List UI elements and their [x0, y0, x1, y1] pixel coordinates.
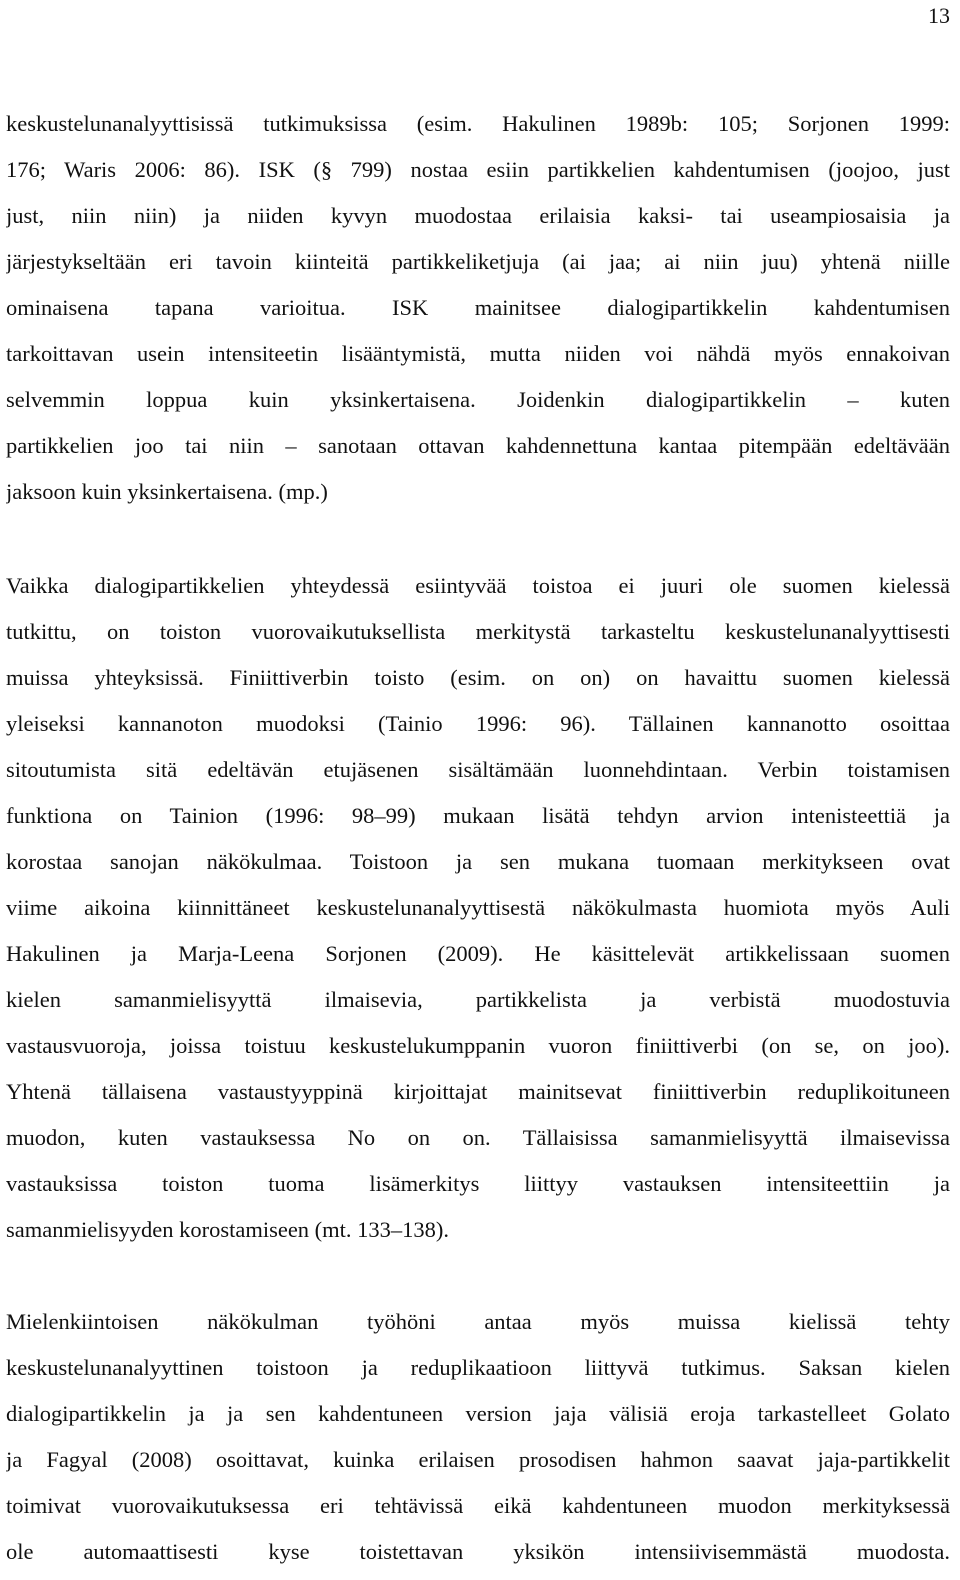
text-line: keskustelunanalyyttinen toistoon ja reduplikaatioon liittyvä tutkimus. Saksan kielen	[6, 1355, 950, 1380]
text-line: vastauksissa toiston tuoma lisämerkitys liittyy vastauksen intensiteettiin ja	[6, 1171, 950, 1196]
text-line: järjestykseltään eri tavoin kiinteitä partikkeliketjuja (ai jaa; ai niin juu) yhtenä niille	[6, 249, 950, 274]
text-line: tutkittu, on toiston vuorovaikutuksellista merkitystä tarkasteltu keskustelunanalyyttisesti	[6, 619, 950, 644]
text-line: samanmielisyyden korostamiseen (mt. 133–138).	[6, 1217, 450, 1242]
text-line: viime aikoina kiinnittäneet keskustelunanalyyttisestä näkökulmasta huomiota myös Auli	[6, 895, 950, 920]
text-line: toimivat vuorovaikutuksessa eri tehtävissä eikä kahdentuneen muodon merkityksessä	[6, 1493, 950, 1518]
text-line: muodon, kuten vastauksessa No on on. Tällaisissa samanmielisyyttä ilmaisevissa	[6, 1125, 950, 1150]
text-line: tarkoittavan usein intensiteetin lisääntymistä, mutta niiden voi nähdä myös ennakoivan	[6, 341, 950, 366]
text-line: dialogipartikkelin ja ja sen kahdentuneen version jaja välisiä eroja tarkastelleet Golato	[6, 1401, 950, 1426]
text-line: Vaikka dialogipartikkelien yhteydessä esiintyvää toistoa ei juuri ole suomen kielessä	[6, 573, 950, 598]
paragraph-3	[6, 1299, 950, 1575]
text-line: Mielenkiintoisen näkökulman työhöni antaa myös muissa kielissä tehty	[6, 1309, 950, 1334]
paragraph-2	[6, 563, 950, 1253]
text-line: Hakulinen ja Marja-Leena Sorjonen (2009). He käsittelevät artikkelissaan suomen	[6, 941, 950, 966]
text-line: yleiseksi kannanoton muodoksi (Tainio 1996: 96). Tällainen kannanotto osoittaa	[6, 711, 950, 736]
text-line: jaksoon kuin yksinkertaisena. (mp.)	[6, 479, 328, 504]
text-line: korostaa sanojan näkökulmaa. Toistoon ja sen mukana tuomaan merkitykseen ovat	[6, 849, 950, 874]
text-line: 176; Waris 2006: 86). ISK (§ 799) nostaa esiin partikkelien kahdentumisen (joojoo, just	[6, 157, 950, 182]
text-line: ja Fagyal (2008) osoittavat, kuinka erilaisen prosodisen hahmon saavat jaja-partikkelit	[6, 1447, 950, 1472]
text-line: partikkelien joo tai niin – sanotaan ottavan kahdennettuna kantaa pitempään edeltävään	[6, 433, 950, 458]
text-line: funktiona on Tainion (1996: 98–99) mukaan lisätä tehdyn arvion intenisteettiä ja	[6, 803, 950, 828]
text-line: just, niin niin) ja niiden kyvyn muodostaa erilaisia kaksi- tai useampiosaisia ja	[6, 203, 950, 228]
page-number: 13	[928, 3, 950, 28]
text-line: kielen samanmielisyyttä ilmaisevia, partikkelista ja verbistä muodostuvia	[6, 987, 950, 1012]
text-line: muissa yhteyksissä. Finiittiverbin toisto (esim. on on) on havaittu suomen kielessä	[6, 665, 950, 690]
paragraph-1	[6, 101, 950, 515]
text-line: keskustelunanalyyttisissä tutkimuksissa (esim. Hakulinen 1989b: 105; Sorjonen 1999:	[6, 111, 950, 136]
text-line: sitoutumista sitä edeltävän etujäsenen sisältämään luonnehdintaan. Verbin toistamisen	[6, 757, 950, 782]
text-line: ole automaattisesti kyse toistettavan yksikön intensiivisemmästä muodosta.	[6, 1539, 950, 1564]
text-line: ominaisena tapana varioitua. ISK mainitsee dialogipartikkelin kahdentumisen	[6, 295, 950, 320]
text-line: vastausvuoroja, joissa toistuu keskustelukumppanin vuoron finiittiverbi (on se, on joo).	[6, 1033, 950, 1058]
text-line: Yhtenä tällaisena vastaustyyppinä kirjoittajat mainitsevat finiittiverbin reduplikoituneen	[6, 1079, 950, 1104]
text-line: selvemmin loppua kuin yksinkertaisena. Joidenkin dialogipartikkelin – kuten	[6, 387, 950, 412]
